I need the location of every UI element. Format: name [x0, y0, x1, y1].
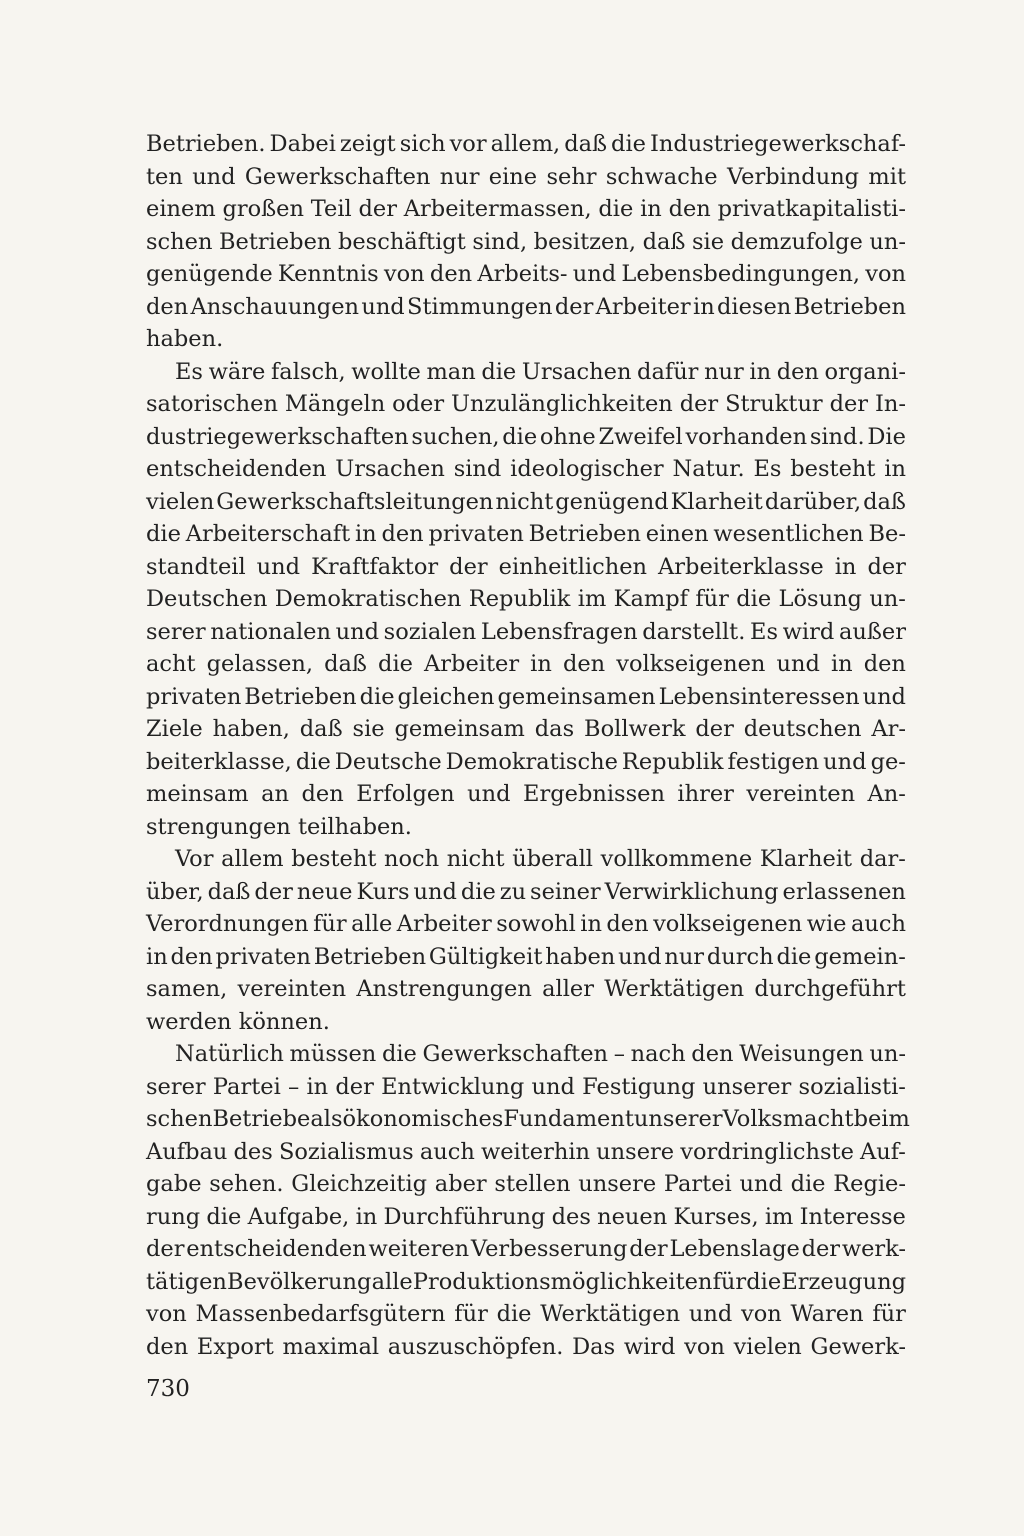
paragraph [146, 843, 906, 1038]
text-line: den Export maximal auszuschöpfen. Das wird von vielen Gewerk- [146, 1333, 906, 1360]
text-line: der entscheidenden weiteren Verbesserung der Lebenslage der werk- [146, 1236, 906, 1262]
text-line: schen Betrieben beschäftigt sind, besitzen, daß sie demzufolge un- [146, 228, 906, 255]
text-line: rung die Aufgabe, in Durchführung des neuen Kurses, im Interesse [146, 1203, 906, 1230]
text-line: ten und Gewerkschaften nur eine sehr schwache Verbindung mit [146, 163, 906, 190]
paragraph [146, 1038, 910, 1363]
text-line: standteil und Kraftfaktor der einheitlichen Arbeiterklasse in der [146, 553, 906, 580]
text-line: satorischen Mängeln oder Unzulänglichkeiten der Struktur der In- [146, 391, 906, 417]
text-line: schen Betriebe als ökonomisches Fundament unserer Volksmacht beim [146, 1106, 910, 1132]
paragraph [146, 128, 906, 356]
text-line: einem großen Teil der Arbeitermassen, die in den privatkapitalisti- [146, 196, 906, 222]
text-line: die Arbeiterschaft in den privaten Betrieben einen wesentlichen Be- [146, 521, 906, 547]
text-line: Betrieben. Dabei zeigt sich vor allem, daß die Industriegewerkschaf- [146, 131, 906, 157]
page-number: 730 [146, 1376, 190, 1402]
text-line: strengungen teilhaben. [146, 813, 412, 840]
text-line: den Anschauungen und Stimmungen der Arbeiter in diesen Betrieben [146, 293, 906, 320]
text-line: serer nationalen und sozialen Lebensfragen darstellt. Es wird außer [146, 618, 906, 645]
text-line: meinsam an den Erfolgen und Ergebnissen ihrer vereinten An- [146, 781, 906, 807]
text-line: acht gelassen, daß die Arbeiter in den volkseigenen und in den [146, 651, 906, 677]
text-line: privaten Betrieben die gleichen gemeinsamen Lebensinteressen und [146, 683, 906, 710]
text-line: Vor allem besteht noch nicht überall vollkommene Klarheit dar- [175, 846, 906, 872]
text-line: in den privaten Betrieben Gültigkeit haben und nur durch die gemein- [146, 943, 906, 970]
paragraph [146, 356, 906, 844]
text-line: Ziele haben, daß sie gemeinsam das Bollwerk der deutschen Ar- [146, 716, 906, 742]
text-line: Aufbau des Sozialismus auch weiterhin unsere vordringlichste Auf- [146, 1138, 906, 1165]
text-line: genügende Kenntnis von den Arbeits- und Lebensbedingungen, von [146, 261, 906, 287]
text-line: Natürlich müssen die Gewerkschaften – nach den Weisungen un- [175, 1041, 906, 1067]
text-line: über, daß der neue Kurs und die zu seiner Verwirklichung erlassenen [146, 878, 906, 905]
text-line: werden können. [146, 1008, 330, 1035]
text-line: gabe sehen. Gleichzeitig aber stellen unsere Partei und die Regie- [146, 1171, 906, 1197]
text-line: Es wäre falsch, wollte man die Ursachen dafür nur in den organi- [175, 358, 906, 385]
text-line: dustriegewerkschaften suchen, die ohne Zweifel vorhanden sind. Die [146, 423, 906, 450]
text-line: beiterklasse, die Deutsche Demokratische Republik festigen und ge- [146, 748, 906, 775]
body-text [146, 128, 910, 1363]
text-line: tätigen Bevölkerung alle Produktionsmöglichkeiten für die Erzeugung [146, 1268, 906, 1295]
text-line: haben. [146, 326, 224, 352]
text-line: Deutschen Demokratischen Republik im Kampf für die Lösung un- [146, 586, 906, 612]
text-line: Verordnungen für alle Arbeiter sowohl in den volkseigenen wie auch [146, 911, 906, 937]
text-line: von Massenbedarfsgütern für die Werktätigen und von Waren für [146, 1301, 906, 1327]
text-line: vielen Gewerkschaftsleitungen nicht genügend Klarheit darüber, daß [146, 488, 906, 515]
text-line: entscheidenden Ursachen sind ideologischer Natur. Es besteht in [146, 456, 906, 482]
text-line: samen, vereinten Anstrengungen aller Werktätigen durchgeführt [146, 976, 906, 1002]
text-line: serer Partei – in der Entwicklung und Festigung unserer sozialisti- [146, 1073, 906, 1100]
